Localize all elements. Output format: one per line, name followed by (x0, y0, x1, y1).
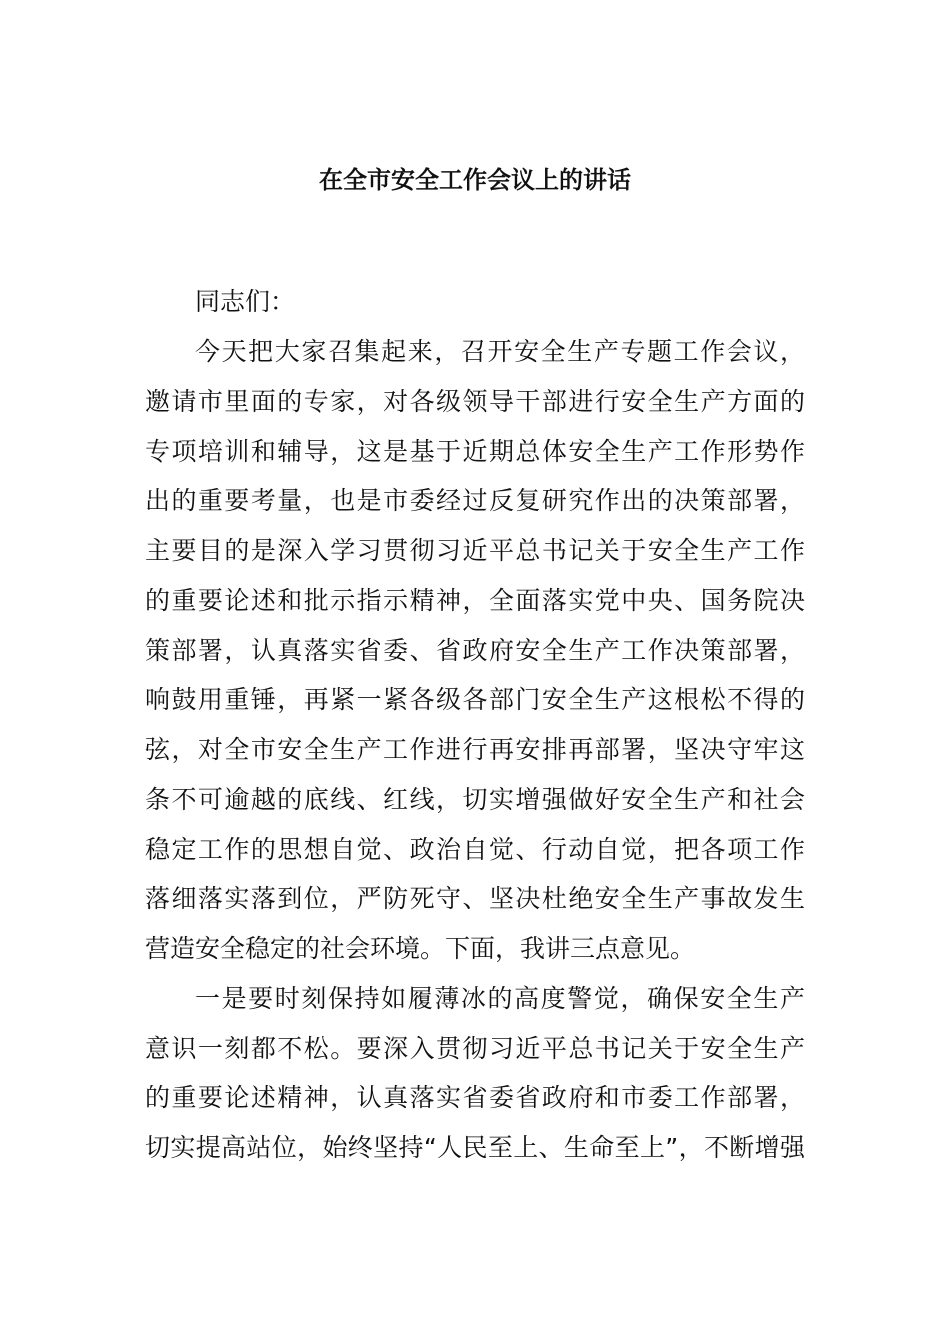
paragraph-line: 一是要时刻保持如履薄冰的高度警觉，确保安全生产 (195, 984, 805, 1013)
paragraph-line: 响鼓用重锤，再紧一紧各级各部门安全生产这根松不得的 (145, 685, 805, 714)
paragraph-line: 邀请市里面的专家，对各级领导干部进行安全生产方面的 (145, 387, 805, 416)
paragraph-line: 今天把大家召集起来，召开安全生产专题工作会议， (195, 337, 805, 366)
paragraph-line: 的重要论述精神，认真落实省委省政府和市委工作部署， (145, 1083, 805, 1112)
salutation: 同志们： (195, 287, 296, 316)
paragraph-line: 意识一刻都不松。要深入贯彻习近平总书记关于安全生产 (145, 1034, 805, 1063)
paragraph-line: 主要目的是深入学习贯彻习近平总书记关于安全生产工作 (145, 536, 805, 565)
paragraph-line: 出的重要考量，也是市委经过反复研究作出的决策部署， (145, 486, 805, 515)
paragraph-line: 切实提高站位，始终坚持“人民至上、生命至上”，不断增强 (145, 1133, 805, 1162)
paragraph-line: 条不可逾越的底线、红线，切实增强做好安全生产和社会 (145, 785, 805, 814)
document-title: 在全市安全工作会议上的讲话 (319, 166, 631, 194)
paragraph-line: 策部署，认真落实省委、省政府安全生产工作决策部署， (145, 636, 805, 665)
paragraph-line: 营造安全稳定的社会环境。下面，我讲三点意见。 (145, 934, 696, 963)
paragraph-line: 落细落实落到位，严防死守、坚决杜绝安全生产事故发生 (145, 884, 805, 913)
paragraph-line: 弦，对全市安全生产工作进行再安排再部署，坚决守牢这 (145, 735, 805, 764)
paragraph-line: 专项培训和辅导，这是基于近期总体安全生产工作形势作 (145, 437, 805, 466)
paragraph-line: 稳定工作的思想自觉、政治自觉、行动自觉，把各项工作 (145, 835, 805, 864)
paragraph-line: 的重要论述和批示指示精神，全面落实党中央、国务院决 (145, 586, 805, 615)
